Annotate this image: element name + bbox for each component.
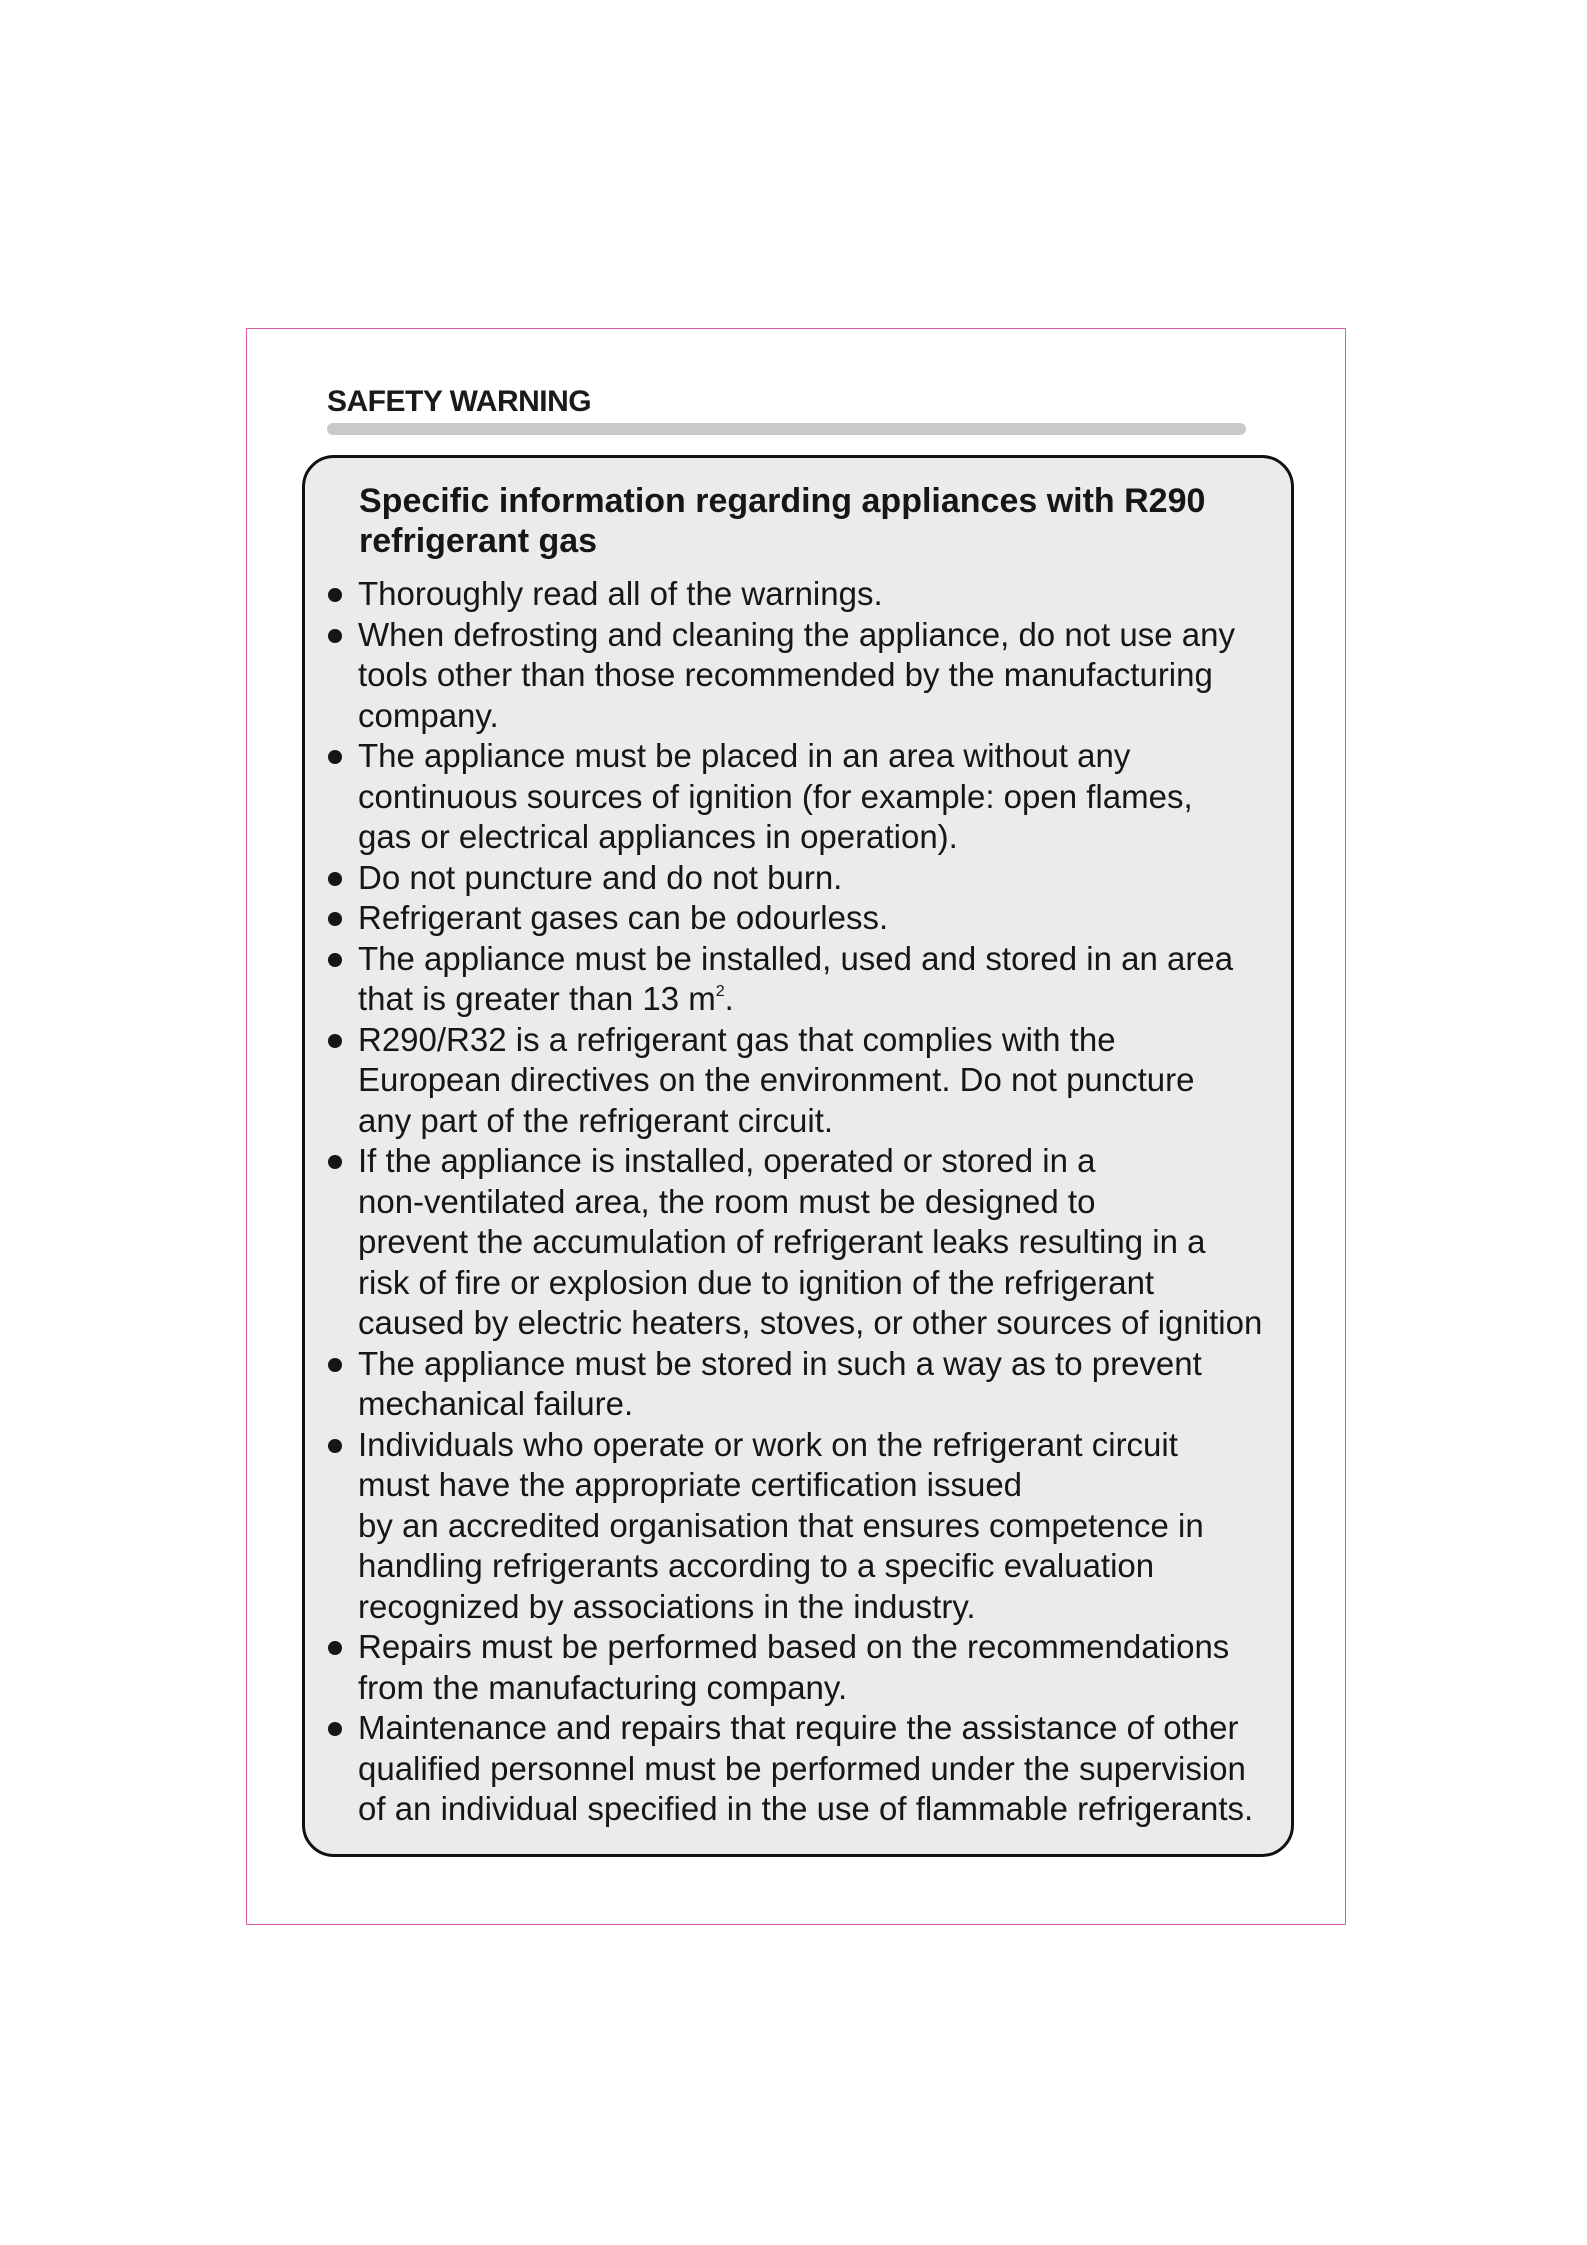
item-line: European directives on the environment. Do not puncture [358,1061,1195,1098]
item-line: R290/R32 is a refrigerant gas that complies with the [358,1020,1116,1058]
warning-list [328,574,1308,1830]
bullet-icon [328,750,342,764]
item-line: The appliance must be placed in an area without any [358,737,1131,774]
item-line: The appliance must be installed, used and stored in an area [358,939,1234,977]
list-item [328,1141,1308,1344]
superscript: 2 [715,983,725,1000]
bullet-icon [328,1439,342,1453]
warning-heading-line: refrigerant gas [359,522,598,560]
item-line: qualified personnel must be performed under the supervision [358,1749,1246,1787]
item-line: company. [358,696,499,734]
section-title: SAFETY WARNING [327,385,592,418]
bullet-icon [328,1722,342,1736]
bullet-icon [328,1358,342,1372]
item-line: gas or electrical appliances in operation). [358,818,958,855]
bullet-icon [328,953,342,967]
item-line: When defrosting and cleaning the appliance, do not use any [358,615,1235,653]
item-line: continuous sources of ignition (for example: open flames, [358,777,1193,815]
list-item [328,1627,1308,1708]
area-text: that is greater than 13 m [358,980,716,1017]
item-line: of an individual specified in the use of flammable refrigerants. [358,1790,1254,1827]
item-line: must have the appropriate certification issued [358,1466,1023,1503]
list-item [328,939,1308,1020]
area-text-end: . [724,980,734,1017]
item-line: risk of fire or explosion due to ignition of the refrigerant [358,1263,1155,1301]
bullet-icon [328,629,342,643]
item-line: handling refrigerants according to a specific evaluation [358,1547,1155,1584]
item-line: any part of the refrigerant circuit. [358,1101,834,1139]
item-line: tools other than those recommended by the manufacturing [358,656,1213,693]
bullet-icon [328,1155,342,1169]
item-line: mechanical failure. [358,1385,634,1422]
list-item [328,574,1308,615]
section-divider [327,423,1246,435]
bullet-icon [328,912,342,926]
bullet-icon [328,872,342,886]
list-item [328,1708,1308,1830]
item-line: Repairs must be performed based on the recommendations [358,1628,1230,1665]
list-item [328,1344,1308,1425]
list-item [328,736,1308,858]
warning-heading-line: Specific information regarding appliances with R290 [359,482,1206,520]
item-line: Do not puncture and do not burn. [358,858,843,896]
item-line: Thoroughly read all of the warnings. [358,575,883,612]
item-line: by an accredited organisation that ensures competence in [358,1506,1204,1544]
item-line: Refrigerant gases can be odourless. [358,899,889,936]
item-line: recognized by associations in the industry. [358,1587,976,1625]
item-line: prevent the accumulation of refrigerant leaks resulting in a [358,1223,1206,1260]
list-item [328,1425,1308,1628]
list-item [328,1020,1308,1142]
list-item [328,858,1308,899]
item-line: Individuals who operate or work on the refrigerant circuit [358,1425,1178,1463]
item-line: caused by electric heaters, stoves, or other sources of ignition [358,1304,1263,1341]
item-line: Maintenance and repairs that require the assistance of other [358,1709,1239,1746]
bullet-icon [328,588,342,602]
bullet-icon [328,1034,342,1048]
item-line-with-superscript [358,979,1308,1020]
warning-heading [359,481,1239,561]
list-item [328,898,1308,939]
list-item [328,615,1308,737]
bullet-icon [328,1641,342,1655]
item-line: from the manufacturing company. [358,1668,848,1706]
item-line: non-ventilated area, the room must be designed to [358,1182,1096,1220]
item-line: The appliance must be stored in such a way as to prevent [358,1344,1202,1382]
item-line: If the appliance is installed, operated or stored in a [358,1142,1096,1179]
